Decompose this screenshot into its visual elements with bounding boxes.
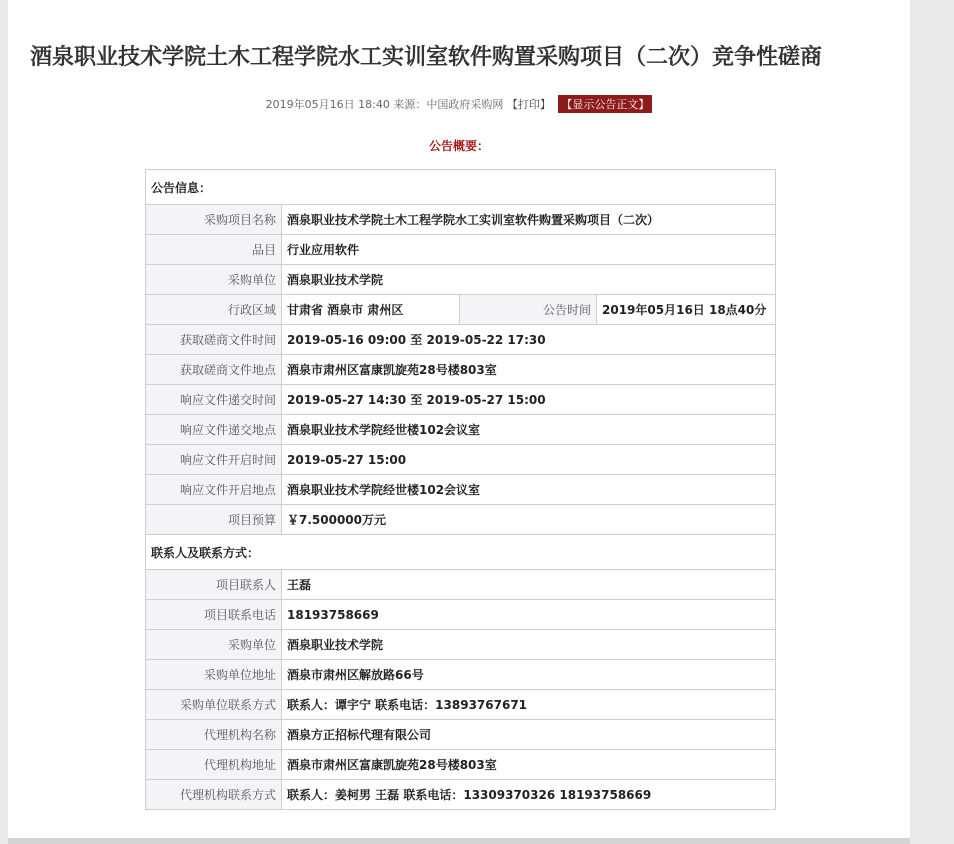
purchaser-value: 酒泉职业技术学院 [282,265,776,295]
table-row [146,475,776,505]
source-text: 来源：中国政府采购网 [393,98,504,111]
agency-contact-value: 联系人：姜柯男 王磊 联系电话：13309370326 18193758669 [282,780,776,810]
page-content [8,0,910,838]
row-label: 项目联系人 [146,570,282,600]
table-row [146,415,776,445]
page-title: 酒泉职业技术学院土木工程学院水工实训室软件购置采购项目（二次）竞争性磋商 [30,45,823,70]
table-row [146,630,776,660]
row-label: 品目 [146,235,282,265]
row-label: 行政区域 [146,295,282,325]
row-label: 采购单位 [146,265,282,295]
table-row [146,570,776,600]
submit-place-value: 酒泉职业技术学院经世楼102会议室 [282,415,776,445]
table-row [146,385,776,415]
row-label: 代理机构地址 [146,750,282,780]
row-label: 代理机构名称 [146,720,282,750]
table-row [146,325,776,355]
table-row [146,355,776,385]
submit-time-value: 2019-05-27 14:30 至 2019-05-27 15:00 [282,385,776,415]
row-label: 响应文件开启时间 [146,445,282,475]
bottom-divider [8,838,910,844]
phone-value: 18193758669 [282,600,776,630]
table-row [146,445,776,475]
table-row [146,505,776,535]
row-label: 获取磋商文件地点 [146,355,282,385]
project-name-value: 酒泉职业技术学院土木工程学院水工实训室软件购置采购项目（二次） [282,205,776,235]
summary-heading: 公告概要： [428,139,489,153]
row-label: 采购单位联系方式 [146,690,282,720]
section-header-contacts: 联系人及联系方式： [146,535,776,570]
row-label: 获取磋商文件时间 [146,325,282,355]
budget-value: ￥7.500000万元 [282,505,776,535]
table-row [146,205,776,235]
table-row [146,295,776,325]
show-notice-button[interactable]: 【显示公告正文】 [558,95,652,113]
section-header-notice-info: 公告信息： [146,170,776,205]
contact-value: 王磊 [282,570,776,600]
table-row [146,170,776,205]
purchaser-contact-value: 联系人：谭宇宁 联系电话：13893767671 [282,690,776,720]
purchaser-address-value: 酒泉市肃州区解放路66号 [282,660,776,690]
table-row [146,535,776,570]
row-label: 响应文件递交地点 [146,415,282,445]
table-row [146,265,776,295]
table-row [146,600,776,630]
row-label: 项目预算 [146,505,282,535]
doc-place-value: 酒泉市肃州区富康凯旋苑28号楼803室 [282,355,776,385]
table-row [146,235,776,265]
notice-summary-table [145,169,776,810]
publish-datetime: 2019年05月16日 18:40 [265,98,390,111]
row-label: 采购单位 [146,630,282,660]
open-place-value: 酒泉职业技术学院经世楼102会议室 [282,475,776,505]
agency-name-value: 酒泉方正招标代理有限公司 [282,720,776,750]
publish-time-value: 2019年05月16日 18点40分 [597,295,776,325]
print-link[interactable]: 【打印】 [506,98,551,111]
purchaser-name-value: 酒泉职业技术学院 [282,630,776,660]
row-label: 采购单位地址 [146,660,282,690]
agency-address-value: 酒泉市肃州区富康凯旋苑28号楼803室 [282,750,776,780]
category-value: 行业应用软件 [282,235,776,265]
row-label: 公告时间 [460,295,597,325]
table-row [146,780,776,810]
row-label: 响应文件开启地点 [146,475,282,505]
row-label: 代理机构联系方式 [146,780,282,810]
row-label: 采购项目名称 [146,205,282,235]
article-meta [8,95,910,113]
open-time-value: 2019-05-27 15:00 [282,445,776,475]
doc-time-value: 2019-05-16 09:00 至 2019-05-22 17:30 [282,325,776,355]
row-label: 响应文件递交时间 [146,385,282,415]
table-row [146,720,776,750]
region-value: 甘肃省 酒泉市 肃州区 [282,295,460,325]
row-label: 项目联系电话 [146,600,282,630]
table-row [146,690,776,720]
table-row [146,660,776,690]
table-row [146,750,776,780]
